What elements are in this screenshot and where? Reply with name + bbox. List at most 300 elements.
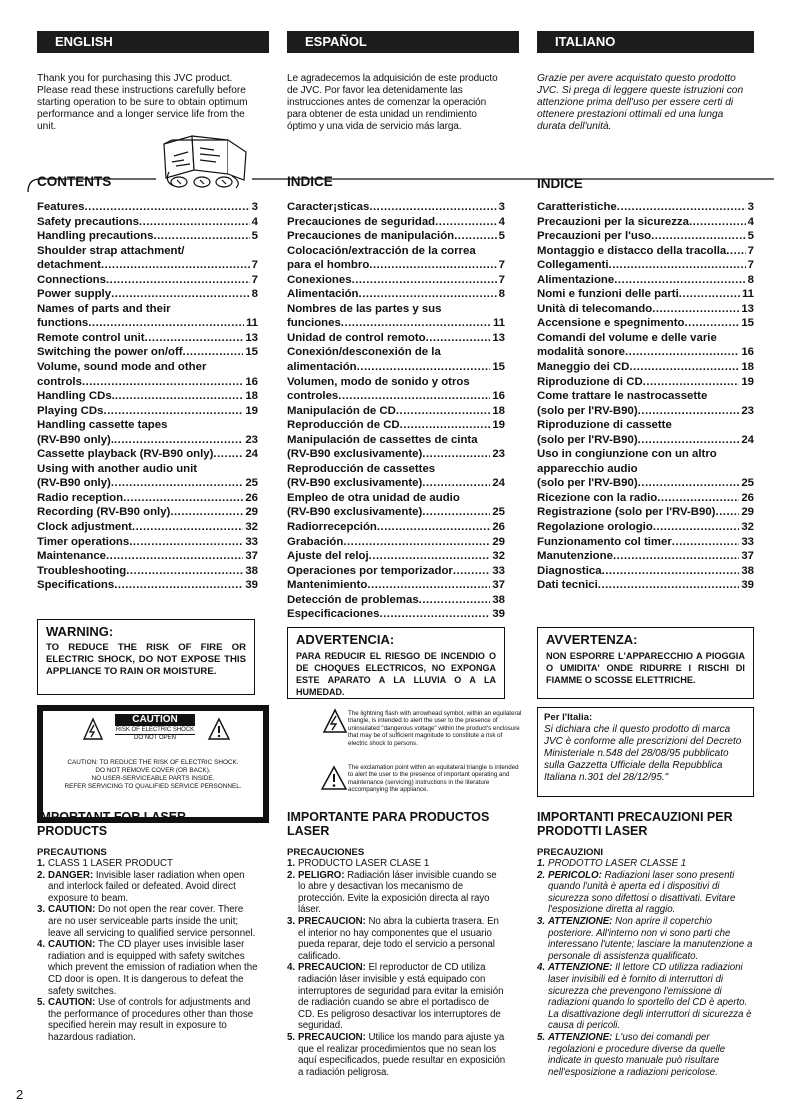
toc-leader-dots — [453, 564, 490, 579]
toc-entry — [537, 316, 754, 331]
toc-entry-line: Volumen, modo de sonido y otros — [287, 375, 470, 388]
toc-entry-page: 29 — [245, 506, 258, 519]
toc-entry-label: (solo per l'RV-B90) — [537, 433, 638, 446]
toc-entry-label: Montaggio e distacco della tracolla — [537, 244, 727, 257]
toc-entry — [287, 520, 505, 535]
toc-entry-page: 37 — [245, 550, 258, 563]
precaution-text: PRECAUCION: El reproductor de CD utiliza radiación láser invisible y está equipado con interruptores de seguridad para evitar la emisión de radiación cuando se abre el portadisco de CD. Es peligroso desactivar los interruptores de seguridad. — [298, 962, 504, 1032]
precaution-number: 4. — [37, 939, 46, 951]
toc-entry-page: 33 — [492, 564, 505, 577]
caution-text-line: CAUTION: TO REDUCE THE RISK OF ELECTRIC SHOCK. — [67, 759, 239, 766]
italia-body: Si dichiara che il questo prodotto di marca JVC è conforme alle prescrizioni del Decreto Ministeriale n.548 del 28/08/95 pubblicato sulla Gazzetta Ufficiale della Repubblica Italiana n.301 del 28/12/95." — [544, 724, 742, 783]
toc-leader-dots — [689, 215, 746, 230]
precaution-number: 5. — [537, 1031, 546, 1043]
toc-leader-dots — [369, 200, 496, 215]
toc-entry-line: Nombres de las partes y sus — [287, 302, 442, 315]
toc-leader-dots — [183, 345, 244, 360]
toc-entry — [287, 476, 505, 491]
toc-entry-page: 23 — [741, 404, 754, 417]
lightning-symbol-text: The lightning flash with arrowhead symbol, within an equilateral triangle, is intended to alert the user to the presence of uninsulated "dangerous voltage" within the product's enclosure that may be of sufficient magnitude to constitute a risk of electric shock to persons. — [348, 710, 522, 747]
toc-entry-page: 16 — [741, 346, 754, 359]
toc-entry — [537, 375, 754, 390]
caution-label-line1: RISK OF ELECTRIC SHOCK — [115, 727, 195, 733]
warning-box-espanol — [287, 627, 505, 699]
toc-entry-label: Features — [37, 201, 85, 213]
header-espanol: ESPAÑOL — [287, 31, 519, 53]
toc-entry — [537, 302, 754, 317]
toc-entry — [37, 331, 258, 346]
precaution-keyword: PRECAUCION: — [298, 1031, 366, 1043]
toc-entry-page: 16 — [245, 375, 258, 388]
toc-leader-dots — [338, 389, 490, 404]
toc-entry-page: 4 — [251, 215, 258, 228]
precaution-text: PRODOTTO LASER CLASSE 1 — [548, 858, 687, 869]
toc-entry-label: Riproduzione di CD — [537, 375, 643, 388]
toc-entry-label: Maneggio dei CD — [537, 361, 630, 374]
precaution-text: CAUTION: Use of controls for adjustments and the performance of procedures other than those specified herein may result in exposure to hazardous radiation. — [48, 997, 254, 1043]
toc-entry-page: 26 — [245, 491, 258, 504]
toc-entry-page: 19 — [741, 375, 754, 388]
toc-entry-page: 4 — [498, 215, 505, 228]
toc-entry-page: 32 — [741, 521, 754, 534]
toc-entry-label: Manutenzione — [537, 550, 613, 563]
laser-title-line: IMPORTANT FOR LASER — [37, 810, 187, 824]
toc-entry-label: (RV-B90 exclusivamente) — [287, 506, 423, 519]
indice-title-it: INDICE — [537, 176, 583, 191]
toc-leader-dots — [84, 200, 249, 215]
toc-entry-page: 24 — [741, 433, 754, 446]
toc-entry — [537, 476, 754, 491]
toc-entry-line: apparecchio audio — [537, 462, 638, 475]
toc-entry-label: Registrazione (solo per l'RV-B90) — [537, 506, 716, 519]
toc-leader-dots — [657, 491, 739, 506]
toc-leader-dots — [103, 404, 243, 419]
toc-entry-line: Conexión/desconexión de la — [287, 346, 441, 359]
toc-entry-page: 32 — [245, 521, 258, 534]
toc-entry-label: Troubleshooting — [37, 564, 127, 577]
precaution-item — [287, 962, 506, 1032]
toc-entry-page: 15 — [741, 317, 754, 330]
toc-entry-label: Handling precautions — [37, 230, 154, 243]
toc-entry-page: 29 — [492, 535, 505, 548]
toc-leader-dots — [679, 287, 740, 302]
toc-leader-dots — [422, 447, 490, 462]
precaution-number: 1. — [537, 858, 546, 869]
precaution-keyword: CAUTION: — [48, 904, 96, 916]
precaution-keyword: ATTENZIONE: — [548, 915, 613, 927]
toc-entry-page: 13 — [741, 302, 754, 315]
toc-leader-dots — [129, 535, 243, 550]
toc-entry — [287, 389, 505, 404]
toc-entry-page: 16 — [492, 390, 505, 403]
toc-entry-label: (solo per l'RV-B90) — [537, 404, 638, 417]
toc-entry — [537, 535, 754, 550]
warning-body: TO REDUCE THE RISK OF FIRE OR ELECTRIC SHOCK, DO NOT EXPOSE THIS APPLIANCE TO RAIN OR MOISTURE. — [46, 642, 246, 677]
toc-entry-line: Volume, sound mode and other — [37, 361, 207, 374]
toc-entry-label: functions — [37, 317, 89, 330]
toc-entry-label: Dati tecnici — [537, 579, 598, 592]
toc-entry-page: 19 — [492, 419, 505, 432]
caution-label-line2: DO NOT OPEN — [115, 734, 195, 742]
precaution-text: CLASS 1 LASER PRODUCT — [48, 858, 173, 869]
toc-leader-dots — [715, 505, 739, 520]
toc-entry — [287, 578, 505, 593]
caution-label-title: CAUTION — [115, 714, 195, 726]
toc-entry-line: Riproduzione di cassette — [537, 419, 672, 432]
toc-entry — [37, 229, 258, 244]
caution-label-box — [37, 705, 269, 823]
lightning-symbol-icon — [322, 708, 348, 734]
toc-entry-label: Caratteristiche — [537, 201, 617, 213]
toc-entry-line: Comandi del volume e delle varie — [537, 331, 717, 344]
toc-entry — [37, 389, 258, 404]
toc-entry — [287, 287, 505, 302]
toc-leader-dots — [400, 418, 491, 433]
toc-leader-dots — [123, 491, 243, 506]
toc-entry-page: 8 — [747, 273, 754, 286]
toc-leader-dots — [726, 244, 745, 259]
precaution-text: PRECAUCION: Utilice los mando para ajuste ya que el realizar procedimientos que no sean los aquí especificados, puede resultar en exposición a radiación peligrosa. — [298, 1031, 506, 1078]
precaution-item — [37, 904, 258, 939]
precaution-text: ATTENZIONE: Il lettore CD utilizza radiazioni laser invisibili ed è fornito di interruttori di sicurezza che prevengono l'emissione di radiazioni quando lo sportello del CD è aperto. La disattivazione degli interruttori di sicurezza è causa di pericoli. — [548, 962, 752, 1032]
precautions-list-italiano — [537, 858, 755, 1078]
toc-leader-dots — [419, 593, 491, 608]
precaution-number: 4. — [537, 962, 546, 974]
toc-leader-dots — [602, 564, 740, 579]
toc-leader-dots — [352, 273, 497, 288]
precaution-number: 3. — [537, 915, 546, 927]
toc-leader-dots — [213, 447, 243, 462]
toc-entry — [537, 200, 754, 215]
toc-entry-label: Ajuste del reloj — [287, 550, 369, 563]
toc-entry — [37, 564, 258, 579]
toc-entry — [287, 360, 505, 375]
toc-entry — [37, 476, 258, 491]
precaution-item — [537, 858, 755, 870]
precaution-item — [537, 870, 755, 916]
warning-title: ADVERTENCIA: — [296, 632, 395, 647]
toc-entry-line: Colocación/extracción de la correa — [287, 244, 476, 257]
toc-leader-dots — [369, 549, 491, 564]
caution-label-text — [43, 759, 263, 791]
toc-leader-dots — [422, 505, 490, 520]
toc-entry-page: 7 — [747, 244, 754, 257]
toc-entry-label: Especificaciones — [287, 608, 380, 621]
toc-entry-label: Mantenimiento — [287, 579, 368, 592]
toc-entry-page: 15 — [245, 346, 258, 359]
precaution-keyword: ATTENZIONE: — [548, 962, 613, 974]
toc-entry — [537, 549, 754, 564]
precaution-keyword: PRECAUCION: — [298, 962, 366, 974]
toc-entry-page: 3 — [747, 201, 754, 213]
toc-leader-dots — [435, 215, 497, 230]
italia-title: Per l'Italia: — [544, 712, 593, 723]
contents-title: CONTENTS — [37, 174, 112, 189]
laser-title-line: IMPORTANTE PARA PRODUCTOS — [287, 810, 490, 824]
toc-leader-dots — [153, 229, 249, 244]
toc-entry — [287, 418, 505, 433]
toc-leader-dots — [598, 578, 740, 593]
toc-entry-label: Funzionamento col timer — [537, 535, 672, 548]
precaution-keyword: PRECAUCION: — [298, 915, 366, 927]
toc-entry-label: (RV-B90 only) — [37, 477, 111, 490]
precaution-keyword: CAUTION: — [48, 997, 96, 1009]
toc-entry-label: Alimentazione — [537, 273, 615, 286]
precaution-item — [287, 870, 506, 916]
toc-entry — [537, 433, 754, 448]
header-italiano: ITALIANO — [537, 31, 754, 53]
toc-entry-page: 23 — [492, 448, 505, 461]
toc-leader-dots — [145, 331, 244, 346]
toc-entry — [537, 520, 754, 535]
toc-entry-label: Clock adjustment — [37, 521, 132, 534]
toc-leader-dots — [379, 607, 490, 622]
toc-entry — [537, 287, 754, 302]
intro-italiano: Grazie per avere acquistato questo prodotto JVC. Si prega di leggere queste istruzioni con attenzione prima dell'uso per essere certi di ottenere prestazioni ottimali ed una lunga durata dell'unità. — [537, 73, 744, 132]
toc-entry-label: Operaciones por temporizador — [287, 564, 453, 577]
toc-entry-page: 25 — [741, 477, 754, 490]
precaution-item — [37, 858, 258, 870]
toc-entry-label: Regolazione orologio — [537, 521, 653, 534]
toc-entry-label: Connections — [37, 273, 106, 286]
toc-entry-page: 39 — [492, 608, 505, 621]
toc-leader-dots — [638, 404, 740, 419]
toc-entry-label: Precauciones de seguridad — [287, 215, 436, 228]
toc-entry-label: Detección de problemas — [287, 593, 419, 606]
toc-entry — [287, 215, 505, 230]
precaution-text: ATTENZIONE: Non aprire il coperchio posteriore. All'interno non vi sono parti che interessano l'utente; lasciare la manutenzione a personale di assistenza qualificato. — [548, 915, 753, 962]
toc-entry-label: Safety precautions — [37, 215, 139, 228]
toc-entry-line: Reproducción de cassettes — [287, 462, 436, 475]
toc-leader-dots — [625, 345, 739, 360]
precaution-item — [537, 962, 755, 1032]
precautions-head-espanol: PRECAUCIONES — [287, 847, 365, 858]
exclamation-triangle-icon — [207, 717, 231, 741]
toc-entry — [537, 273, 754, 288]
precaution-item — [37, 939, 258, 997]
toc-entry-line: Uso in congiunzione con un altro — [537, 448, 717, 461]
toc-leader-dots — [343, 535, 490, 550]
toc-leader-dots — [341, 316, 491, 331]
toc-entry-page: 33 — [741, 535, 754, 548]
toc-entry-page: 38 — [741, 564, 754, 577]
toc-entry-page: 11 — [492, 317, 505, 330]
toc-leader-dots — [369, 258, 496, 273]
precaution-number: 2. — [287, 869, 295, 881]
italia-box — [537, 707, 754, 797]
precaution-text: PERICOLO: Radiazioni laser sono presenti quando l'unità è aperta ed i dispositivi di sicurezza sono difettosi o disattivati. Evitare l'esposizione diretta al raggio. — [548, 869, 736, 916]
toc-entry — [37, 447, 258, 462]
precaution-text: PELIGRO: Radiación láser invisible cuando se lo abre y desactivan los mecanismo de protección. Evite la exposición directa al rayo láser. — [298, 869, 497, 916]
toc-entry-page: 3 — [251, 201, 258, 213]
toc-entry-line: Shoulder strap attachment/ — [37, 244, 185, 257]
precaution-item — [287, 858, 506, 870]
toc-list-espanol — [287, 200, 505, 622]
toc-leader-dots — [111, 287, 250, 302]
toc-entry — [37, 375, 258, 390]
toc-entry-page: 3 — [498, 201, 505, 213]
toc-entry-label: Manipulación de CD — [287, 404, 396, 417]
lightning-triangle-icon — [83, 717, 103, 741]
toc-entry-label: Handling CDs. — [37, 390, 115, 403]
precaution-item — [537, 916, 755, 962]
toc-entry-line: Empleo de otra unidad de audio — [287, 491, 460, 504]
toc-entry-label: Alimentación — [287, 288, 359, 301]
toc-entry — [37, 215, 258, 230]
toc-entry — [37, 287, 258, 302]
warning-title: WARNING: — [46, 624, 114, 639]
toc-entry — [287, 404, 505, 419]
laser-title-line: PRODUCTS — [37, 824, 108, 838]
toc-leader-dots — [652, 302, 739, 317]
toc-entry — [537, 360, 754, 375]
toc-leader-dots — [359, 287, 497, 302]
precautions-list-espanol — [287, 858, 506, 1078]
toc-entry-label: Reproducción de CD — [287, 419, 400, 432]
toc-entry-label: Diagnostica — [537, 564, 602, 577]
toc-entry-label: funciones — [287, 317, 341, 330]
toc-leader-dots — [126, 564, 243, 579]
toc-entry-label: Conexiones — [287, 273, 352, 286]
toc-entry-label: Radio reception — [37, 491, 124, 504]
toc-entry-page: 11 — [741, 288, 754, 301]
header-english: ENGLISH — [37, 31, 269, 53]
toc-entry — [37, 535, 258, 550]
toc-entry-page: 33 — [245, 535, 258, 548]
precautions-head-english: PRECAUTIONS — [37, 847, 107, 858]
toc-entry — [37, 433, 258, 448]
toc-entry-label: Nomi e funzioni delle parti — [537, 288, 679, 301]
toc-entry-label: Precauzioni per la sicurezza — [537, 215, 689, 228]
toc-entry-label: modalità sonore — [537, 346, 625, 359]
toc-entry-page: 29 — [741, 506, 754, 519]
laser-title-english — [37, 810, 186, 838]
toc-entry-line: Manipulación de cassettes de cinta — [287, 433, 478, 446]
toc-entry-label: controls — [37, 375, 82, 388]
toc-entry-page: 7 — [251, 259, 258, 272]
toc-entry-label: detachment — [37, 259, 101, 272]
toc-leader-dots — [132, 520, 243, 535]
toc-entry — [287, 331, 505, 346]
precaution-number: 4. — [287, 962, 295, 974]
toc-leader-dots — [629, 360, 739, 375]
toc-entry — [537, 578, 754, 593]
toc-leader-dots — [426, 331, 491, 346]
toc-entry-page: 18 — [492, 404, 505, 417]
toc-entry-page: 23 — [245, 433, 258, 446]
toc-entry-page: 5 — [251, 230, 258, 243]
toc-entry — [287, 229, 505, 244]
precaution-text: ATTENZIONE: L'uso dei comandi per regolazioni e procedure diverse da quelle indicate in questo manuale può risultare nell'esposizione a radiazioni pericolose. — [548, 1031, 726, 1078]
toc-entry-label: Maintenance — [37, 550, 106, 563]
toc-entry-page: 5 — [498, 230, 505, 243]
toc-entry-label: Ricezione con la radio — [537, 491, 658, 504]
toc-entry-page: 7 — [747, 259, 754, 272]
warning-box-italiano — [537, 627, 754, 699]
toc-entry-label: Caracter¡sticas — [287, 201, 370, 213]
toc-entry-label: Cassette playback (RV-B90 only) — [37, 448, 214, 461]
warning-title: AVVERTENZA: — [546, 632, 638, 647]
toc-entry — [537, 229, 754, 244]
toc-entry-label: Timer operations — [37, 535, 130, 548]
toc-leader-dots — [139, 215, 250, 230]
toc-entry-label: (RV-B90 exclusivamente) — [287, 448, 423, 461]
toc-entry — [37, 345, 258, 360]
toc-entry — [37, 404, 258, 419]
intro-english: Thank you for purchasing this JVC product. Please read these instructions carefully before starting operation to be sure to obtain optimum performance and a longer service life from the unit. — [37, 73, 248, 132]
toc-entry — [537, 244, 754, 259]
toc-entry-label: Recording (RV-B90 only) — [37, 506, 171, 519]
caution-text-line: REFER SERVICING TO QUALIFIED SERVICE PERSONNEL. — [64, 783, 242, 790]
toc-entry — [37, 200, 258, 215]
toc-leader-dots — [613, 549, 739, 564]
precaution-text: DANGER: Invisible laser radiation when open and interlock failed or defeated. Avoid direct exposure to beam. — [48, 869, 245, 904]
toc-leader-dots — [111, 476, 243, 491]
caution-text-line: NO USER-SERVICEABLE PARTS INSIDE. — [91, 775, 215, 782]
toc-entry-line: Handling cassette tapes — [37, 419, 168, 432]
toc-entry — [37, 491, 258, 506]
laser-title-line: IMPORTANTI PRECAUZIONI PER — [537, 810, 733, 824]
toc-entry — [537, 404, 754, 419]
laser-title-italiano — [537, 810, 733, 838]
toc-entry-label: Power supply — [37, 288, 112, 301]
toc-entry-page: 8 — [498, 288, 505, 301]
toc-entry-page: 24 — [492, 477, 505, 490]
toc-leader-dots — [653, 520, 740, 535]
toc-entry-label: Unidad de control remoto — [287, 331, 426, 344]
toc-entry-page: 39 — [741, 579, 754, 592]
toc-leader-dots — [614, 273, 745, 288]
toc-entry-line: Come trattare le nastrocassette — [537, 390, 708, 403]
toc-entry-page: 25 — [492, 506, 505, 519]
precaution-item — [537, 1032, 755, 1078]
toc-entry — [537, 564, 754, 579]
precaution-number: 3. — [287, 915, 295, 927]
toc-entry-page: 7 — [498, 273, 505, 286]
toc-entry — [37, 258, 258, 273]
precaution-number: 1. — [287, 858, 295, 869]
toc-entry — [37, 520, 258, 535]
toc-entry-page: 13 — [492, 331, 505, 344]
toc-entry — [537, 258, 754, 273]
precaution-number: 2. — [37, 869, 46, 881]
toc-entry-label: Remote control unit — [37, 331, 145, 344]
toc-entry-page: 7 — [498, 259, 505, 272]
precaution-keyword: CAUTION: — [48, 939, 96, 951]
toc-entry-page: 8 — [251, 288, 258, 301]
toc-entry-label: para el hombro — [287, 259, 370, 272]
toc-leader-dots — [114, 578, 243, 593]
page-number: 2 — [16, 1087, 24, 1102]
toc-entry — [537, 345, 754, 360]
toc-leader-dots — [396, 404, 490, 419]
toc-entry-label: Precauzioni per l'uso — [537, 230, 652, 243]
toc-leader-dots — [367, 578, 490, 593]
toc-entry-page: 15 — [492, 361, 505, 374]
toc-entry-page: 32 — [492, 550, 505, 563]
toc-entry-page: 5 — [747, 230, 754, 243]
precaution-text: CAUTION: The CD player uses invisible laser radiation and is equipped with safety switches which prevent the emission of radiation when the CD door is open. It is dangerous to defeat the safety switches. — [48, 939, 258, 997]
toc-leader-dots — [357, 360, 491, 375]
precaution-number: 1. — [37, 858, 46, 869]
toc-leader-dots — [170, 505, 243, 520]
laser-title-line: LASER — [287, 824, 330, 838]
precaution-item — [287, 1032, 506, 1078]
precaution-item — [37, 997, 258, 1043]
toc-entry — [537, 491, 754, 506]
toc-entry-label: alimentación — [287, 361, 357, 374]
precaution-number: 2. — [537, 869, 546, 881]
